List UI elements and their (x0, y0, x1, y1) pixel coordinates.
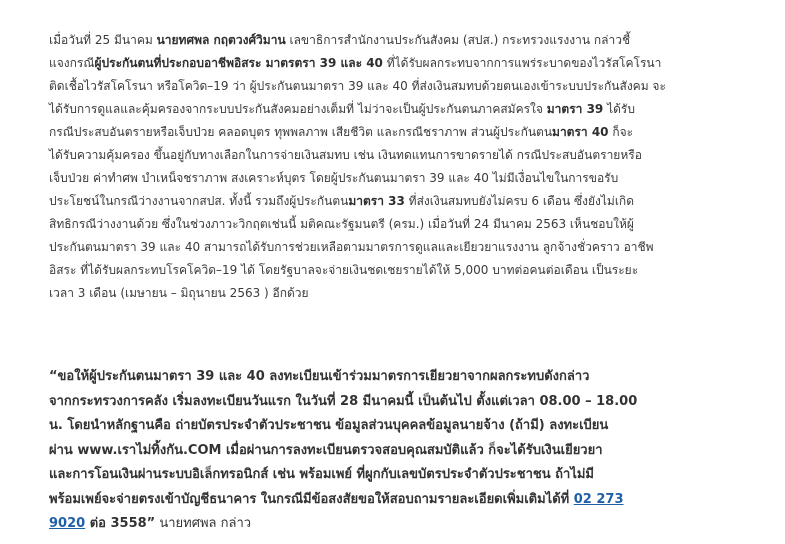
text-run: ได้รับ (603, 102, 635, 116)
bold-text-run: นายทศพล กฤตวงศ์วิมาน (156, 33, 286, 47)
paragraph-line (49, 121, 777, 144)
paragraph-line (49, 167, 777, 190)
quote-line: น. โดยนำหลักฐานคือ ถ่ายบัตรประจำตัวประชาชน ข้อมูลส่วนบุคคลข้อมูลนายจ้าง (ถ้ามี) ลงทะเบียน (49, 418, 609, 433)
text-run: เวลา 3 เดือน (เมษายน – มิถุนายน 2563 ) อีกด้วย (49, 286, 309, 300)
bold-text-run: มาตรา 33 (348, 194, 405, 208)
paragraph-line (49, 213, 777, 236)
quote-paragraph (49, 365, 777, 537)
text-run: ประโยชน์ในกรณีว่างงานจากสปส. ทั้งนี้ รวมถึงผู้ประกันตน (49, 194, 349, 208)
bold-text-run: ผู้ประกันตนที่ประกอบอาชีพอิสระ มาตรตรา 39 และ 40 (94, 56, 383, 70)
text-run: อิสระ ที่ได้รับผลกระทบโรคโควิด–19 ได้ โดยรัฐบาลจะจ่ายเงินชดเชยรายได้ให้ 5,000 บาทต่อคนต่อเดือน เป็นระยะ (49, 263, 639, 277)
quote-attribution: นายทศพล กล่าว (155, 516, 252, 531)
text-run: แจงกรณี (49, 56, 95, 70)
paragraph-line (49, 52, 777, 75)
quote-last-line (49, 512, 777, 537)
text-run: ที่ได้รับผลกระทบจากการแพร่ระบาดของไวรัสโคโรนา (382, 56, 662, 70)
text-run: ประกันตนมาตรา 39 และ 40 สามารถได้รับการช่วยเหลือตามมาตรการดูแลและเยียวยาแรงงาน ลูกจ้างชั่วคราว อาชีพ (49, 240, 654, 254)
quote-line: “ขอให้ผู้ประกันตนมาตรา 39 และ 40 ลงทะเบียนเข้าร่วมมาตรการเยียวยาจากผลกระทบดังกล่าว (49, 369, 590, 384)
phone-extension: ต่อ 3558” (85, 516, 156, 531)
paragraph-line (49, 282, 777, 305)
phone-link[interactable]: 9020 (49, 516, 86, 531)
text-run: เจ็บป่วย ค่าทำศพ บำเหน็จชราภาพ สงเคราะห์บุตร โดยผู้ประกันตนมาตรา 39 และ 40 ไม่มีเงื่อนไขในการขอรับ (49, 171, 619, 185)
paragraph-line (49, 144, 777, 167)
quote-line: จากกระทรวงการคลัง เริ่มลงทะเบียนวันแรก ในวันที่ 28 มีนาคมนี้ เป็นต้นไป ตั้งแต่เวลา 08.00 – 18.00 (49, 393, 638, 409)
bold-text-run: มาตรา 39 (546, 102, 604, 116)
text-run: ได้รับการดูแลและคุ้มครองจากระบบประกันสังคมอย่างเต็มที่ ไม่ว่าจะเป็นผู้ประกันตนภาคสมัครใจ (49, 102, 547, 116)
article-paragraph (49, 29, 777, 305)
paragraph-line (49, 259, 777, 282)
paragraph-line (49, 236, 777, 259)
text-run: สิทธิกรณีว่างงานด้วย ซึ่งในช่วงภาวะวิกฤตเช่นนี้ มติคณะรัฐมนตรี (ครม.) เมื่อวันที่ 24 มีนาคม 2563 เห็นชอบให้ผู้ (49, 217, 634, 231)
text-run: กรณีประสบอันตรายหรือเจ็บป่วย คลอดบุตร ทุพพลภาพ เสียชีวิต และกรณีชราภาพ ส่วนผู้ประกันตน (49, 125, 553, 139)
quote-line: พร้อมเพย์จะจ่ายตรงเข้าบัญชีธนาคาร ในกรณีมีข้อสงสัยขอให้สอบถามรายละเอียดเพิ่มเติมได้ที่ (49, 491, 574, 507)
bold-text-run: มาตรา 40 (552, 125, 609, 139)
text-run: ติดเชื้อไวรัสโคโรนา หรือโควิด–19 ว่า ผู้ประกันตนมาตรา 39 และ 40 ที่ส่งเงินสมทบด้วยตนเองเข้าระบบประกันสังคม จะ (49, 79, 666, 93)
quote-line-with-phone (49, 488, 777, 513)
text-run: ได้รับความคุ้มครอง ขึ้นอยู่กับทางเลือกในการจ่ายเงินสมทบ เช่น เงินทดแทนการขาดรายได้ กรณีประสบอันตรายหรือ (49, 148, 642, 162)
quote-line: ผ่าน www.เราไม่ทิ้งกัน.COM เมื่อผ่านการลงทะเบียนตรวจสอบคุณสมบัติแล้ว ก็จะได้รับเงินเยียวยา (49, 442, 603, 458)
paragraph-line (49, 190, 777, 213)
text-run: ก็จะ (608, 125, 634, 139)
quote-line: และการโอนเงินผ่านระบบอิเล็กทรอนิกส์ เช่น พร้อมเพย์ ที่ผูกกับเลขบัตรประจำตัวประชาชน ถ้าไม่มี (49, 467, 594, 482)
paragraph-line (49, 75, 777, 98)
text-run: ที่ส่งเงินสมทบยังไม่ครบ 6 เดือน ซึ่งยังไม่เกิด (404, 194, 634, 208)
paragraph-line (49, 29, 777, 52)
phone-link[interactable]: 02 273 (573, 491, 624, 507)
text-run: เลขาธิการสำนักงานประกันสังคม (สปส.) กระทรวงแรงงาน กล่าวชี้ (285, 33, 631, 47)
text-run: เมื่อวันที่ 25 มีนาคม (49, 33, 157, 47)
paragraph-line (49, 98, 777, 121)
